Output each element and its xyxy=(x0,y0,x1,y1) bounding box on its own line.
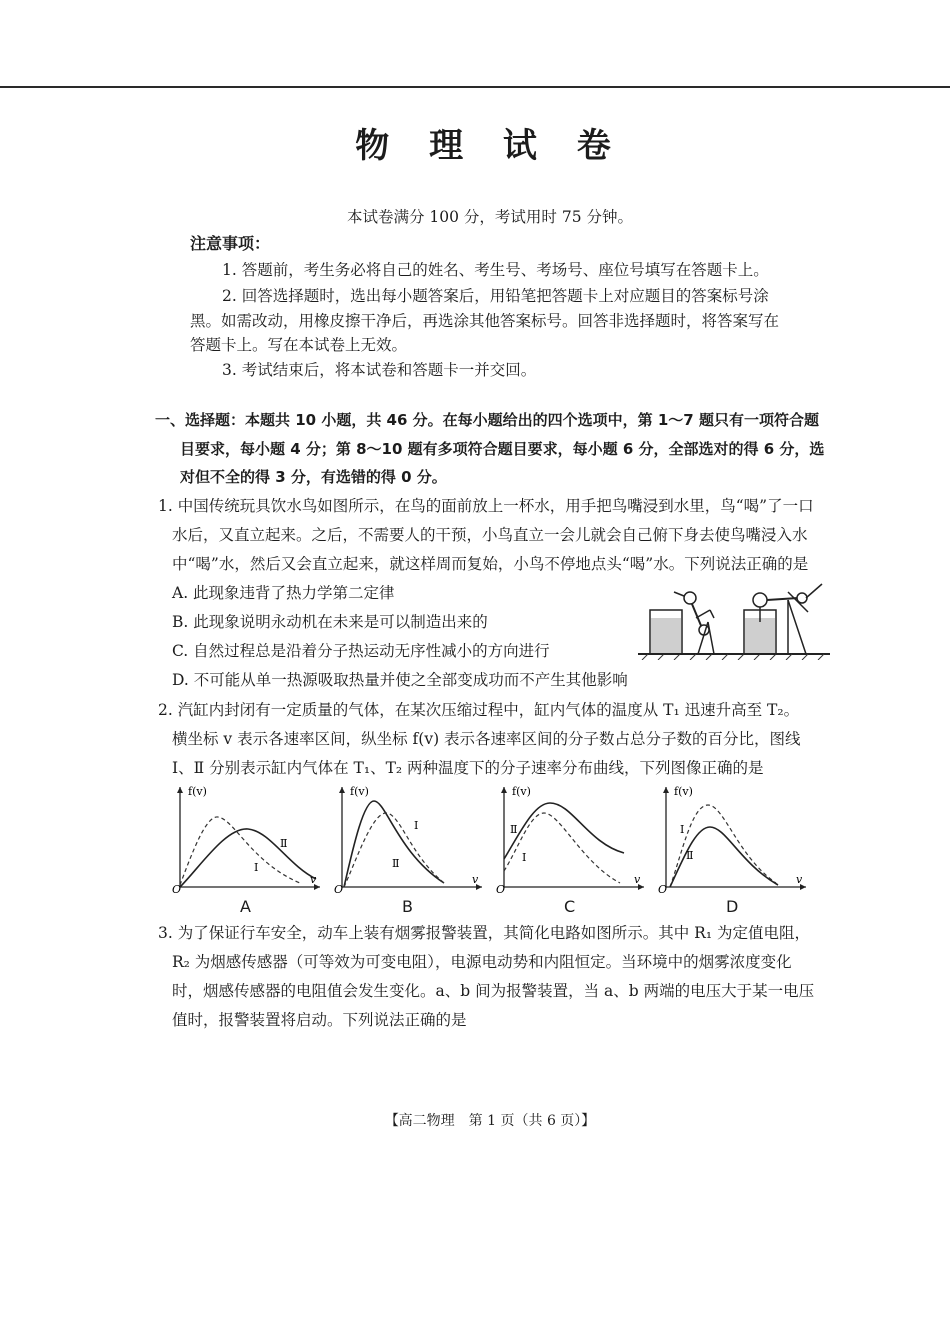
section1-line3: 对但不全的得 3 分，有选错的得 0 分。 xyxy=(180,468,447,486)
q1-stem-line2: 水后，又直立起来。之后，不需要人的干预，小鸟直立一会儿就会自己俯下身去使鸟嘴浸入水 xyxy=(172,526,808,544)
graph-c xyxy=(494,783,646,895)
graph-c-curve1: Ⅰ xyxy=(522,851,527,864)
q3-stem-line4: 值时，报警装置将启动。下列说法正确的是 xyxy=(172,1011,467,1029)
q3-stem-line3: 时，烟感传感器的电阻值会发生变化。a、b 间为报警装置，当 a、b 两端的电压大于某一电压 xyxy=(172,982,815,1000)
graph-c-xlabel: v xyxy=(634,873,641,886)
graph-a xyxy=(170,783,322,895)
graph-c-curve2: Ⅱ xyxy=(510,823,518,836)
top-rule xyxy=(0,86,950,88)
graph-c-label: C xyxy=(564,897,576,916)
graph-b-origin: O xyxy=(334,883,344,895)
graph-b-curve1: Ⅰ xyxy=(414,819,419,832)
page-title: 物 理 试 卷 xyxy=(355,126,625,166)
graph-b-label: B xyxy=(402,897,413,916)
drinking-bird-figure xyxy=(638,578,830,660)
graph-d-curve1: Ⅰ xyxy=(680,823,685,836)
graph-a-curve1: Ⅰ xyxy=(254,861,259,874)
graph-a-label: A xyxy=(240,897,251,916)
notice-item-1: 1. 答题前，考生务必将自己的姓名、考生号、考场号、座位号填写在答题卡上。 xyxy=(222,261,769,279)
section1-line2: 目要求，每小题 4 分；第 8～10 题有多项符合题目要求，每小题 6 分，全部选对的得 6 分，选 xyxy=(180,440,825,458)
q3-stem-line1: 3. 为了保证行车安全，动车上装有烟雾报警装置，其简化电路如图所示。其中 R₁ 为定值电阻， xyxy=(158,924,810,942)
q1-option-a: A. 此现象违背了热力学第二定律 xyxy=(172,584,395,602)
graph-b-curve2: Ⅱ xyxy=(392,857,400,870)
graph-d-origin: O xyxy=(658,883,668,895)
graph-d-ylabel: f(v) xyxy=(674,785,693,798)
graph-a-origin: O xyxy=(172,883,182,895)
q1-option-b: B. 此现象说明永动机在未来是可以制造出来的 xyxy=(172,613,488,631)
q2-stem-line3: Ⅰ、Ⅱ 分别表示缸内气体在 T₁、T₂ 两种温度下的分子速率分布曲线，下列图像正确的是 xyxy=(172,759,764,777)
q1-stem-line1: 1. 中国传统玩具饮水鸟如图所示，在鸟的面前放上一杯水，用手把鸟嘴浸到水里，鸟“喝”了一口 xyxy=(158,497,814,515)
q1-option-c: C. 自然过程总是沿着分子热运动无序性减小的方向进行 xyxy=(172,642,550,660)
graph-a-curve2: Ⅱ xyxy=(280,837,288,850)
graph-d-curve2: Ⅱ xyxy=(686,849,694,862)
graph-d-xlabel: v xyxy=(796,873,803,886)
graph-b-ylabel: f(v) xyxy=(350,785,369,798)
graph-d xyxy=(656,783,808,895)
q1-stem-line3: 中“喝”水，然后又会直立起来，就这样周而复始，小鸟不停地点头“喝”水。下列说法正确的是 xyxy=(172,555,809,573)
q1-option-d: D. 不可能从单一热源吸取热量并使之全部变成功而不产生其他影响 xyxy=(172,671,628,689)
graph-c-origin: O xyxy=(496,883,506,895)
graph-b-xlabel: v xyxy=(472,873,479,886)
notice-item-2-line1: 2. 回答选择题时，选出每小题答案后，用铅笔把答题卡上对应题目的答案标号涂 xyxy=(222,287,769,305)
graph-a-ylabel: f(v) xyxy=(188,785,207,798)
exam-info: 本试卷满分 100 分，考试用时 75 分钟。 xyxy=(346,208,634,226)
graph-b xyxy=(332,783,484,895)
graph-d-label: D xyxy=(726,897,739,916)
q2-stem-line1: 2. 汽缸内封闭有一定质量的气体，在某次压缩过程中，缸内气体的温度从 T₁ 迅速升高至 T₂。 xyxy=(158,701,800,719)
section1-line1: 一、选择题：本题共 10 小题，共 46 分。在每小题给出的四个选项中，第 1～7 题只有一项符合题 xyxy=(155,411,819,429)
page-footer: 【高二物理 第 1 页（共 6 页）】 xyxy=(384,1113,596,1129)
graph-c-ylabel: f(v) xyxy=(512,785,531,798)
graph-a-xlabel: v xyxy=(310,873,317,886)
notice-item-2-line3: 答题卡上。写在本试卷上无效。 xyxy=(190,336,408,354)
notice-item-3: 3. 考试结束后，将本试卷和答题卡一并交回。 xyxy=(222,361,537,379)
notice-item-2-line2: 黑。如需改动，用橡皮擦干净后，再选涂其他答案标号。回答非选择题时，将答案写在 xyxy=(190,312,780,330)
q3-stem-line2: R₂ 为烟感传感器（可等效为可变电阻），电源电动势和内阻恒定。当环境中的烟雾浓度变化 xyxy=(172,953,792,971)
q2-stem-line2: 横坐标 v 表示各速率区间，纵坐标 f(v) 表示各速率区间的分子数占总分子数的百分比，图线 xyxy=(172,730,801,748)
notice-heading: 注意事项： xyxy=(190,234,271,253)
